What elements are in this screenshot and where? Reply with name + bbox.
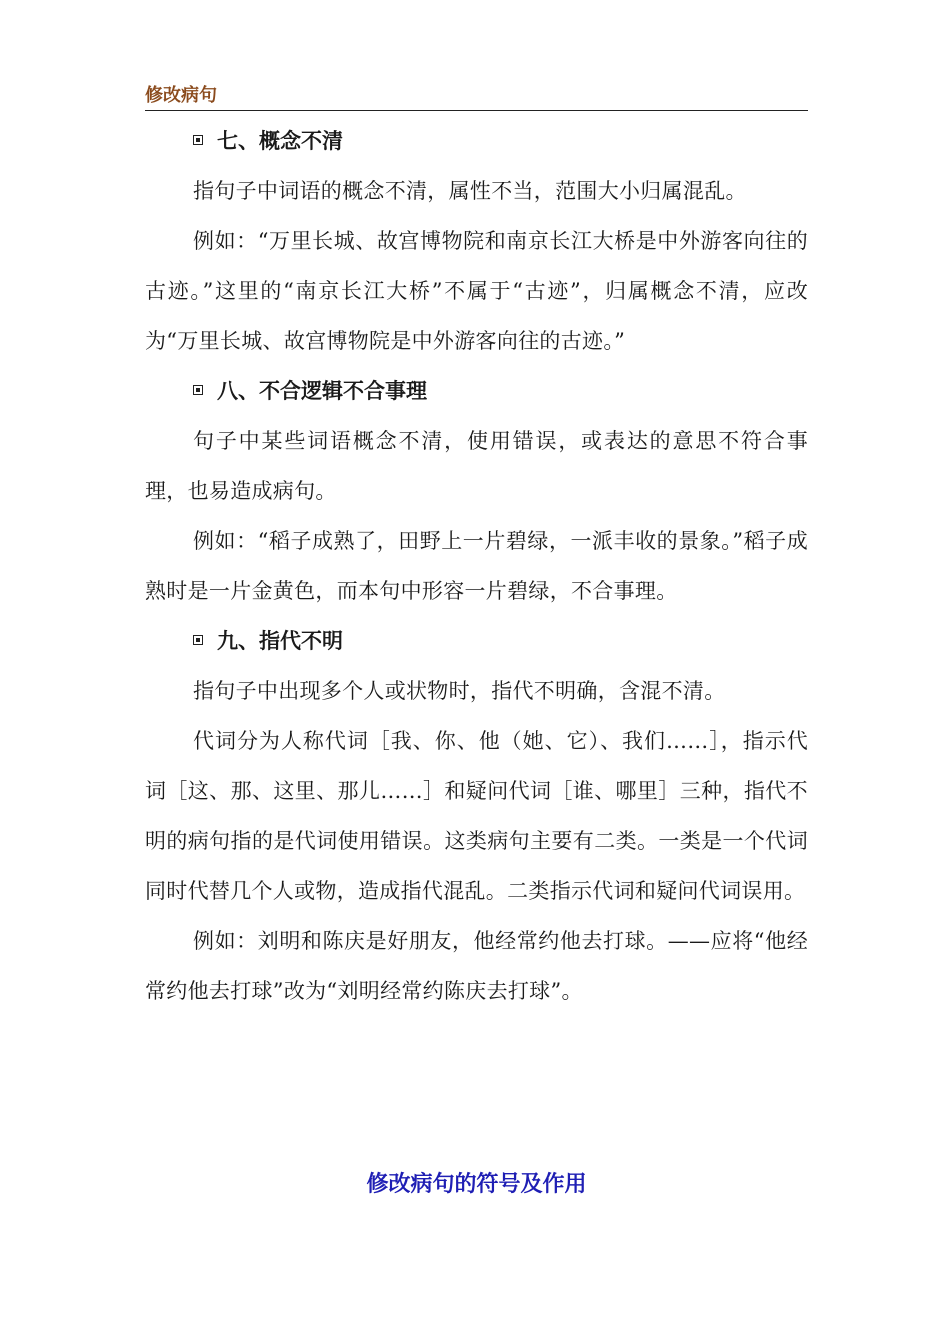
section-heading-7 [145, 116, 808, 166]
page-header [145, 84, 808, 111]
section-heading-9 [145, 616, 808, 666]
section-heading-8 [145, 366, 808, 416]
square-bullet-icon [193, 135, 203, 145]
paragraph: 例如：刘明和陈庆是好朋友，他经常约他去打球。——应将“他经常约他去打球”改为“刘明经常约陈庆去打球”。 [145, 929, 808, 1003]
paragraph: 指句子中出现多个人或状物时，指代不明确，含混不清。 [193, 679, 726, 703]
document-body [145, 116, 808, 1016]
section-heading-text: 九、指代不明 [217, 629, 343, 653]
square-bullet-icon [193, 635, 203, 645]
paragraph: 例如：“稻子成熟了，田野上一片碧绿，一派丰收的景象。”稻子成熟时是一片金黄色，而本句中形容一片碧绿，不合事理。 [145, 529, 808, 603]
paragraph: 句子中某些词语概念不清，使用错误，或表达的意思不符合事理，也易造成病句。 [145, 429, 808, 503]
paragraph: 代词分为人称代词［我、你、他（她、它）、我们……］，指示代词［这、那、这里、那儿……］和疑问代词［谁、哪里］三种，指代不明的病句指的是代词使用错误。这类病句主要有二类。一类是一个代词同时代替几个人或物，造成指代混乱。二类指示代词和疑问代词误用。 [145, 729, 808, 903]
square-bullet-icon [193, 385, 203, 395]
paragraph: 指句子中词语的概念不清，属性不当，范围大小归属混乱。 [193, 179, 747, 203]
paragraph: 例如：“万里长城、故宫博物院和南京长江大桥是中外游客向往的古迹。”这里的“南京长江大桥”不属于“古迹”，归属概念不清，应改为“万里长城、故宫博物院是中外游客向往的古迹。” [145, 229, 808, 353]
section-heading-text: 八、不合逻辑不合事理 [217, 379, 427, 403]
section-heading-text: 七、概念不清 [217, 129, 343, 153]
next-section-title: 修改病句的符号及作用 [366, 1172, 587, 1197]
header-title: 修改病句 [145, 85, 217, 106]
